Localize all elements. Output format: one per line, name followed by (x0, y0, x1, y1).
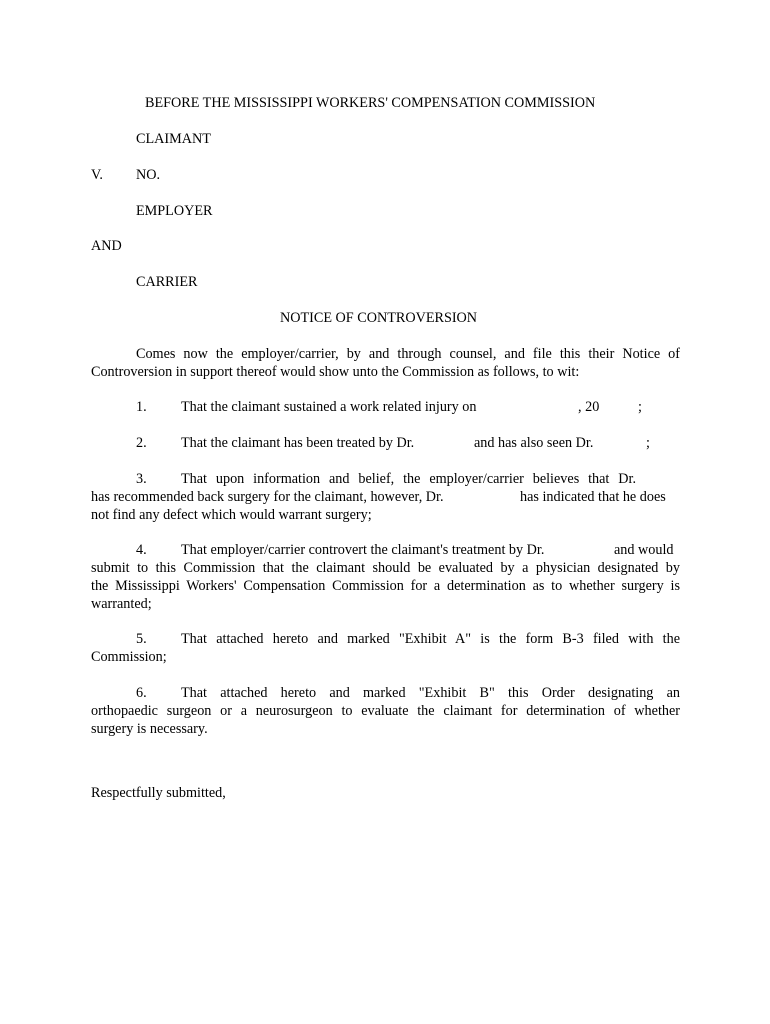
item-3-line-1: That upon information and belief, the employer/carrier believes that Dr. (181, 471, 636, 487)
item-5-number: 5. (136, 631, 147, 647)
item-2-end: ; (646, 435, 650, 451)
item-6-number: 6. (136, 685, 147, 701)
claimant-label: CLAIMANT (136, 131, 211, 147)
item-3-line-2b: has indicated that he does (520, 489, 666, 505)
item-1-year: , 20 (578, 399, 600, 415)
case-number-label: NO. (136, 167, 161, 183)
item-3-line-2a: has recommended back surgery for the claimant, however, Dr. (91, 489, 444, 505)
item-3-number: 3. (136, 471, 147, 487)
document-title: NOTICE OF CONTROVERSION (280, 310, 478, 326)
closing-text: Respectfully submitted, (91, 785, 226, 801)
item-1-text: That the claimant sustained a work related injury on (181, 399, 477, 415)
item-4-number: 4. (136, 542, 147, 558)
item-6-line-2: orthopaedic surgeon or a neurosurgeon to evaluate the claimant for determination of whether (91, 703, 680, 719)
item-4-line-1a: That employer/carrier controvert the claimant's treatment by Dr. (181, 542, 545, 558)
court-heading: BEFORE THE MISSISSIPPI WORKERS' COMPENSATION COMMISSION (145, 95, 596, 111)
and-label: AND (91, 238, 122, 254)
item-4-line-4: warranted; (91, 596, 152, 612)
item-1-end: ; (638, 399, 642, 415)
item-2-text-b: and has also seen Dr. (474, 435, 594, 451)
item-6-line-3: surgery is necessary. (91, 721, 208, 737)
item-3-line-3: not find any defect which would warrant surgery; (91, 507, 372, 523)
item-5-line-1: That attached hereto and marked "Exhibit A" is the form B-3 filed with the (181, 631, 680, 647)
carrier-label: CARRIER (136, 274, 198, 290)
intro-line-2: Controversion in support thereof would show unto the Commission as follows, to wit: (91, 364, 580, 380)
item-2-text: That the claimant has been treated by Dr. (181, 435, 415, 451)
item-4-line-3: the Mississippi Workers' Compensation Commission for a determination as to whether surgery is (91, 578, 680, 594)
item-2-number: 2. (136, 435, 147, 451)
versus-label: V. (91, 167, 103, 183)
item-1-number: 1. (136, 399, 147, 415)
item-6-line-1: That attached hereto and marked "Exhibit B" this Order designating an (181, 685, 680, 701)
item-5-line-2: Commission; (91, 649, 167, 665)
item-4-line-2: submit to this Commission that the claimant should be evaluated by a physician designated by (91, 560, 680, 576)
employer-label: EMPLOYER (136, 203, 213, 219)
item-4-line-1b: and would (614, 542, 674, 558)
intro-line-1: Comes now the employer/carrier, by and through counsel, and file this their Notice of (136, 346, 680, 362)
